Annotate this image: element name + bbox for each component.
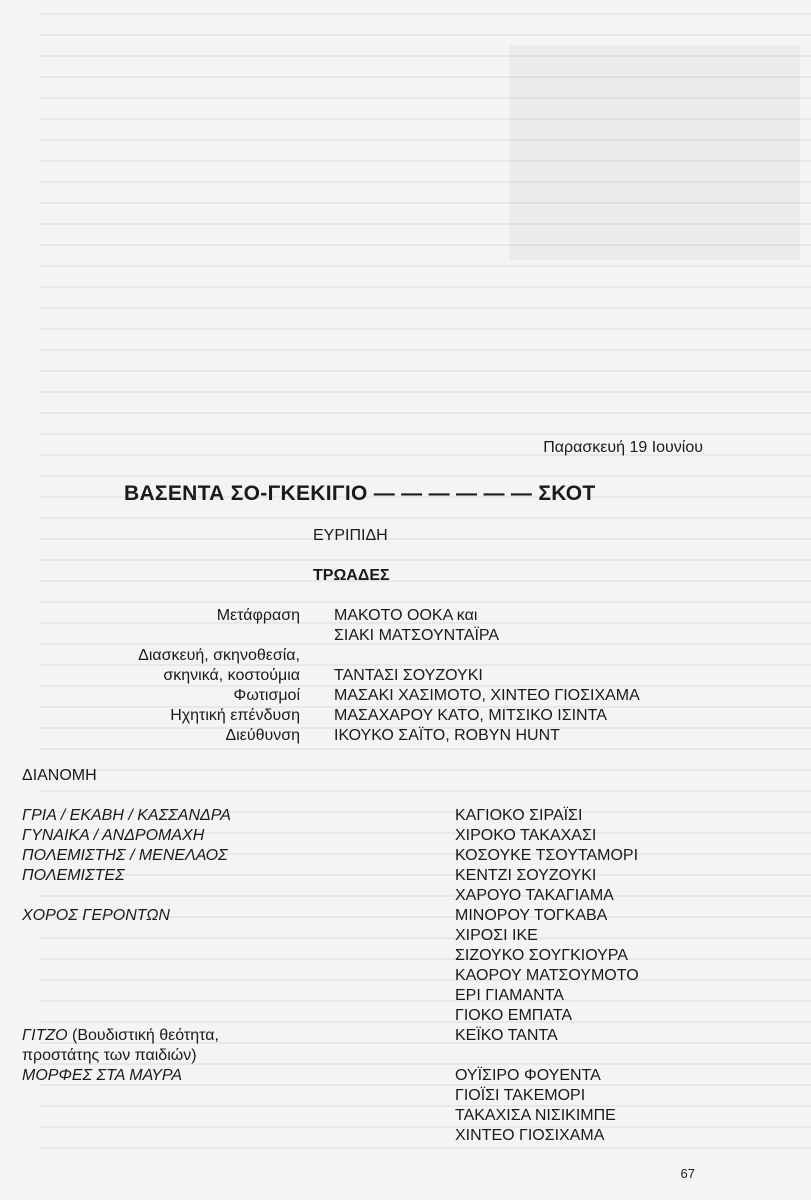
actor: ΚΕΪΚΟ ΤΑΝΤΑ bbox=[455, 1027, 558, 1044]
credit-label: Μετάφραση bbox=[216, 607, 300, 624]
bleed-through-image bbox=[510, 45, 800, 260]
actor: ΓΙΟΚΟ ΕΜΠΑΤΑ bbox=[455, 1007, 573, 1024]
cast-heading: ΔΙΑΝΟΜΗ bbox=[22, 767, 97, 784]
role: ΜΟΡΦΕΣ ΣΤΑ ΜΑΥΡΑ bbox=[22, 1067, 183, 1084]
actor: ΧΙΡΟΚΟ ΤΑΚΑΧΑΣΙ bbox=[455, 827, 597, 844]
actor: ΧΙΝΤΕΟ ΓΙΟΣΙΧΑΜΑ bbox=[455, 1127, 605, 1144]
credit-value: ΙΚΟΥΚΟ ΣΑΪΤΟ, ROBYN HUNT bbox=[334, 727, 560, 744]
credit-label: Διεύθυνση bbox=[225, 727, 300, 744]
credit-label bbox=[138, 626, 300, 646]
actor: ΚΟΣΟΥΚΕ ΤΣΟΥΤΑΜΟΡΙ bbox=[455, 847, 639, 864]
credit-label: Ηχητική επένδυση bbox=[170, 707, 300, 724]
role: ΓΥΝΑΙΚΑ / ΑΝΔΡΟΜΑΧΗ bbox=[22, 827, 205, 844]
actor: ΧΙΡΟΣΙ ΙΚΕ bbox=[455, 927, 538, 944]
actor: ΣΙΖΟΥΚΟ ΣΟΥΓΚΙΟΥΡΑ bbox=[455, 947, 628, 964]
actor: ΚΑΓΙΟΚΟ ΣΙΡΑΪΣΙ bbox=[455, 807, 583, 824]
credit-label: σκηνικά, κοστούμια bbox=[163, 667, 300, 684]
credits-labels bbox=[138, 606, 300, 746]
role-description: προστάτης των παιδιών) bbox=[22, 1047, 197, 1064]
credit-value bbox=[334, 646, 640, 666]
author-name: ΕΥΡΙΠΙΔΗ bbox=[313, 527, 388, 544]
credit-label: Φωτισμοί bbox=[233, 687, 300, 704]
actor: ΚΑΟΡΟΥ ΜΑΤΣΟΥΜΟΤΟ bbox=[455, 967, 639, 984]
actor: ΤΑΚΑΧΙΣΑ ΝΙΣΙΚΙΜΠΕ bbox=[455, 1107, 616, 1124]
credit-value: ΤΑΝΤΑΣΙ ΣΟΥΖΟΥΚΙ bbox=[334, 667, 483, 684]
page-number: 67 bbox=[680, 1166, 695, 1181]
role-name: ΓΙΤΖΟ bbox=[22, 1027, 68, 1044]
actor: ΧΑΡΟΥΟ ΤΑΚΑΓΙΑΜΑ bbox=[455, 887, 614, 904]
role: ΧΟΡΟΣ ΓΕΡΟΝΤΩΝ bbox=[22, 907, 170, 924]
performance-date: Παρασκευή 19 Ιουνίου bbox=[543, 439, 703, 456]
actor: ΟΥΪΣΙΡΟ ΦΟΥΕΝΤΑ bbox=[455, 1067, 601, 1084]
role: ΓΡΙΑ / ΕΚΑΒΗ / ΚΑΣΣΑΝΔΡΑ bbox=[22, 807, 231, 824]
credits-values bbox=[334, 606, 640, 746]
credit-value: ΜΑΣΑΚΙ ΧΑΣΙΜΟΤΟ, ΧΙΝΤΕΟ ΓΙΟΣΙΧΑΜΑ bbox=[334, 687, 640, 704]
role bbox=[22, 1026, 231, 1046]
actor: ΓΙΟΪΣΙ ΤΑΚΕΜΟΡΙ bbox=[455, 1087, 586, 1104]
credit-value: ΜΑΣΑΧΑΡΟΥ ΚΑΤΟ, ΜΙΤΣΙΚΟ ΙΣΙΝΤΑ bbox=[334, 707, 607, 724]
actors-column bbox=[455, 806, 639, 1146]
credit-value: ΜΑΚΟΤΟ ΟΟΚΑ και bbox=[334, 607, 478, 624]
actor: ΕΡΙ ΓΙΑΜΑΝΤΑ bbox=[455, 987, 564, 1004]
actor: ΜΙΝΟΡΟΥ ΤΟΓΚΑΒΑ bbox=[455, 907, 608, 924]
play-title: ΤΡΩΑΔΕΣ bbox=[313, 567, 390, 584]
director-heading: ΒΑΣΕΝΤΑ ΣΟ-ΓΚΕΚΙΓΙΟ — — — — — — ΣΚΟΤ bbox=[124, 482, 596, 505]
roles-column bbox=[22, 806, 231, 1086]
role-description: (Βουδιστική θεότητα, bbox=[72, 1027, 219, 1044]
role: ΠΟΛΕΜΙΣΤΕΣ bbox=[22, 867, 125, 884]
credit-value: ΣΙΑΚΙ ΜΑΤΣΟΥΝΤΑΪΡΑ bbox=[334, 627, 500, 644]
credit-label: Διασκευή, σκηνοθεσία, bbox=[138, 647, 300, 664]
role: ΠΟΛΕΜΙΣΤΗΣ / ΜΕΝΕΛΑΟΣ bbox=[22, 847, 228, 864]
actor: ΚΕΝΤΖΙ ΣΟΥΖΟΥΚΙ bbox=[455, 867, 597, 884]
